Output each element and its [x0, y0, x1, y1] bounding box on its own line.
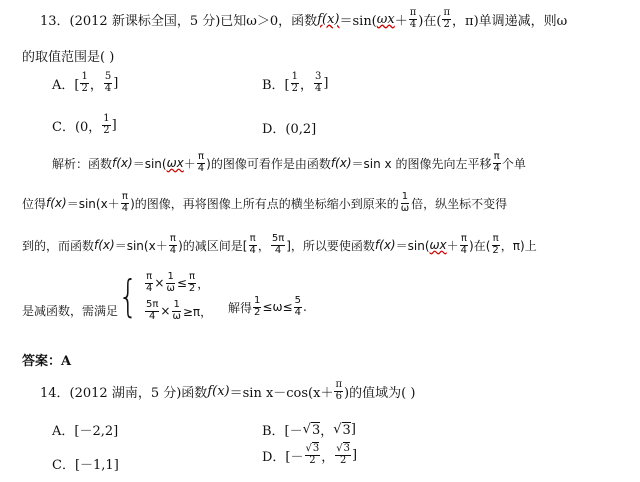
frac — [169, 234, 177, 256]
frac-den: 4 — [149, 310, 156, 322]
frac-num: 1 — [291, 71, 299, 82]
q13-stem-line1 — [40, 8, 567, 30]
solution-result — [228, 296, 307, 318]
sol-fx: f(x) — [94, 238, 115, 252]
sol-text: ＝sin x 的图像先向左平移 — [351, 156, 492, 171]
frac-num: π — [493, 151, 500, 162]
frac-num: 1 — [401, 191, 409, 202]
sol-text: 是减函数，需满足 — [22, 304, 119, 318]
frac — [188, 272, 196, 294]
frac-num: 1 — [173, 299, 180, 310]
frac-num: 5 — [104, 71, 112, 82]
frac-den: 4 — [294, 306, 301, 318]
frac — [145, 272, 153, 294]
frac — [145, 300, 159, 322]
q13-stem-line2-text: 的取值范围是( ) — [22, 50, 115, 65]
radicand: 3 — [311, 422, 321, 438]
q13-frac-pi-2 — [442, 8, 451, 30]
ge-sign: ≥π， — [182, 304, 213, 319]
opt-label: A．[ — [52, 77, 80, 93]
left-brace: { — [118, 271, 138, 322]
q13-wx: ωx — [376, 11, 395, 27]
sol-text: ，π)上 — [500, 238, 537, 253]
sol-text: ＋ — [183, 156, 196, 171]
sol-text: ＝sin( — [132, 156, 167, 171]
opt-label: B．[－ — [262, 424, 303, 439]
opt-end: ] — [350, 422, 356, 437]
q14-fx: f(x) — [207, 383, 230, 399]
frac-den: 2 — [188, 282, 196, 294]
sqrt-sign: √ — [336, 443, 343, 454]
frac-den: 4 — [104, 82, 112, 94]
frac-den: 2 — [339, 454, 347, 466]
sol-text: )的图像，再将图像上所有点的横坐标缩小到原来的 — [130, 196, 399, 211]
frac-num: 1 — [81, 71, 88, 82]
q13-stem-a: 13．(2012 新课标全国，5 分)已知ω＞0，函数 — [40, 13, 318, 29]
frac-den: ω — [400, 202, 410, 214]
frac — [400, 192, 410, 214]
frac — [197, 152, 205, 174]
sol-text: 解得 — [228, 300, 253, 315]
frac-num — [305, 444, 321, 456]
sqrt-sign: √ — [302, 422, 311, 437]
frac — [165, 272, 175, 294]
frac — [335, 444, 351, 466]
frac-den: 6 — [335, 390, 342, 402]
solution-line4 — [22, 302, 118, 319]
answer-text: 答案：A — [22, 354, 72, 369]
frac-num: π — [492, 233, 499, 244]
opt-sep: ， — [300, 77, 314, 93]
sol-text: )在( — [469, 238, 491, 253]
solution-line3 — [22, 234, 537, 256]
frac — [460, 234, 468, 256]
frac — [334, 380, 343, 402]
frac — [491, 234, 499, 256]
sol-text: )的图像可看作是由函数 — [206, 156, 331, 171]
opt-text: A．[－2,2] — [52, 424, 119, 439]
frac-num — [335, 444, 351, 456]
frac-den: 4 — [249, 244, 256, 256]
q14-option-a — [52, 420, 118, 439]
q14-stem — [40, 380, 415, 402]
q13-fx: f(x) — [317, 11, 340, 27]
frac-den: 4 — [197, 162, 205, 174]
opt-label: C．(0， — [52, 119, 102, 135]
frac-num: π — [409, 7, 417, 18]
sol-text: 倍，纵坐标不变得 — [411, 196, 508, 211]
q13-stem-line2 — [22, 46, 114, 65]
frac-num: 5 — [294, 295, 301, 306]
q13-option-c — [52, 114, 117, 136]
radicand: 3 — [342, 422, 351, 438]
frac — [171, 300, 181, 322]
sol-fx: f(x) — [330, 156, 352, 170]
frac-num: 1 — [254, 295, 261, 306]
sol-text: ]，所以要使函数 — [286, 238, 375, 253]
frac-den: 4 — [493, 162, 500, 174]
opt-sep: ， — [89, 77, 103, 93]
q13-option-b — [262, 72, 328, 94]
sol-fx: f(x) — [374, 238, 396, 252]
opt-label: B．[ — [262, 77, 290, 93]
q13-stem-c: ＋ — [394, 13, 408, 29]
frac-den: 2 — [492, 244, 499, 256]
frac-den: 2 — [103, 124, 110, 136]
system-row-1 — [144, 272, 212, 294]
frac-num: π — [249, 233, 256, 244]
opt-end: ] — [113, 75, 119, 91]
frac-den: 4 — [460, 244, 468, 256]
sqrt-sign: √ — [333, 422, 342, 437]
sqrt-sign: √ — [305, 443, 312, 454]
sol-text: 位得 — [22, 196, 47, 211]
times-sign: × — [154, 276, 165, 290]
frac-den: 4 — [169, 244, 177, 256]
opt-sep: ， — [321, 449, 335, 465]
frac-den: 4 — [409, 18, 417, 30]
q14-option-b — [262, 420, 356, 439]
frac — [294, 296, 302, 318]
frac-den: 2 — [291, 82, 299, 94]
sol-text: ＋ — [446, 238, 459, 253]
q14-stem-c: )的值域为( ) — [344, 385, 416, 401]
opt-text: D．(0,2] — [262, 122, 317, 137]
frac-num: π — [146, 271, 153, 282]
times-sign: × — [160, 304, 171, 318]
radicand: 3 — [312, 443, 320, 454]
sol-text: ＝sin(x＋ — [114, 238, 168, 253]
radicand: 3 — [343, 443, 351, 454]
answer-line — [22, 350, 71, 369]
frac-num: π — [197, 151, 204, 162]
frac-num: π — [121, 191, 128, 202]
frac-den: ω — [166, 282, 175, 294]
sol-text: ， — [257, 238, 270, 253]
frac-num: 5π — [146, 299, 159, 310]
sol-text: ≤ω≤ — [262, 300, 293, 314]
sol-text: 解析：函数 — [52, 156, 113, 171]
opt-end: ] — [323, 75, 329, 91]
frac-den: 2 — [254, 306, 261, 318]
frac-den: 4 — [121, 202, 129, 214]
frac — [253, 296, 261, 318]
frac-den: 4 — [274, 244, 282, 256]
frac-den: ω — [172, 310, 181, 322]
frac — [314, 72, 322, 94]
frac — [492, 152, 500, 174]
q13-stem-d: )在( — [418, 13, 442, 29]
frac — [305, 444, 321, 466]
q13-option-d — [262, 118, 316, 137]
solution-line2 — [22, 192, 507, 214]
q14-stem-a: 14．(2012 湖南，5 分)函数 — [40, 385, 208, 401]
frac-num: π — [169, 233, 176, 244]
q13-stem-e: ，π)单调递减，则ω — [452, 13, 568, 29]
frac-num: π — [460, 233, 467, 244]
sol-text: 个单 — [501, 156, 526, 171]
opt-sep: ， — [320, 424, 334, 439]
le-sign: ≤ — [176, 276, 187, 290]
frac — [80, 72, 88, 94]
q14-stem-b: ＝sin x－cos(x＋ — [229, 385, 334, 401]
opt-text: C．[－1,1] — [52, 458, 119, 473]
frac — [248, 234, 256, 256]
frac — [104, 72, 112, 94]
frac-num: 1 — [167, 271, 174, 282]
opt-label: D．[－ — [262, 449, 304, 465]
system-rows — [144, 272, 212, 322]
frac-num: π — [443, 7, 451, 18]
frac — [291, 72, 299, 94]
frac-den: 2 — [443, 18, 450, 30]
opt-end: ] — [111, 117, 117, 133]
system-row-2 — [144, 300, 212, 322]
frac-num: 3 — [315, 71, 322, 82]
frac-num: 5π — [271, 233, 285, 244]
sol-fx: f(x) — [112, 156, 133, 170]
sol-text: ＝sin(x＋ — [66, 196, 120, 211]
frac-den: 2 — [81, 82, 88, 94]
opt-end: ] — [352, 447, 358, 463]
sol-text: ＝sin( — [395, 238, 430, 253]
frac-num: 1 — [103, 113, 110, 124]
sol-text: )的减区间是[ — [178, 238, 248, 253]
frac — [102, 114, 110, 136]
sol-text: . — [302, 300, 307, 314]
sol-wx: ωx — [429, 238, 447, 252]
solution-line1 — [52, 152, 526, 174]
frac-den: 4 — [315, 82, 322, 94]
frac-num: π — [189, 271, 196, 282]
frac — [121, 192, 129, 214]
q13-stem-b: ＝sin( — [339, 13, 377, 29]
frac-den: 4 — [146, 282, 153, 294]
frac-num: π — [335, 379, 343, 390]
q13-option-a — [52, 72, 118, 94]
sol-wx: ωx — [166, 156, 184, 170]
sol-fx: f(x) — [46, 196, 67, 210]
q14-option-c — [52, 454, 119, 473]
q14-option-d — [262, 444, 357, 466]
row-end: ， — [197, 276, 210, 291]
inequality-system — [114, 272, 212, 322]
frac — [271, 234, 285, 256]
frac-den: 2 — [309, 454, 316, 466]
sol-text: 到的，而函数 — [22, 238, 95, 253]
q13-frac-pi-4 — [409, 8, 418, 30]
